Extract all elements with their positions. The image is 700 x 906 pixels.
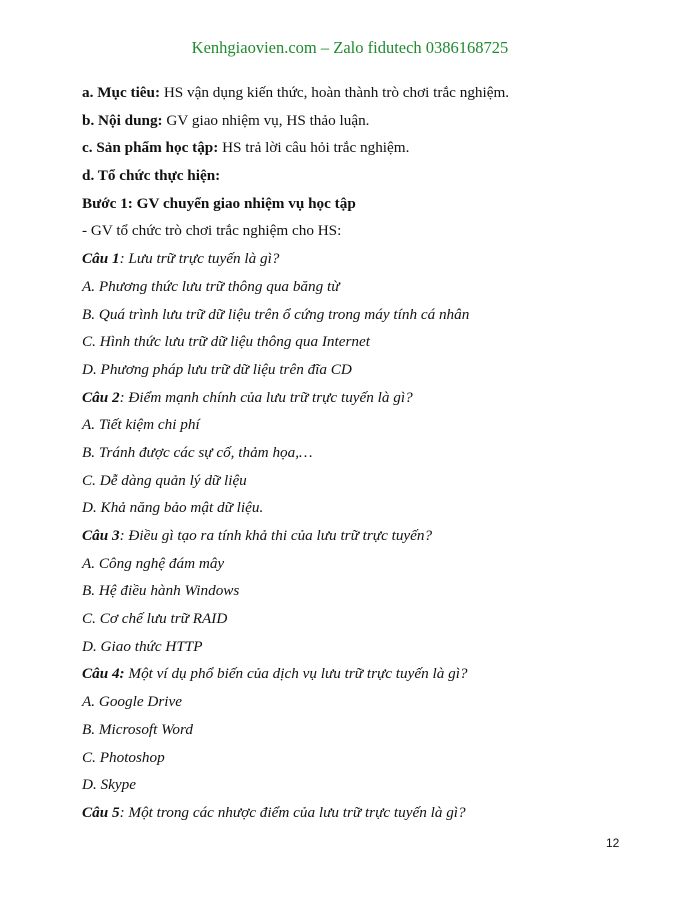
question-2-option-c: C. Dễ dàng quản lý dữ liệu [82,471,247,489]
question-3-option-a: A. Công nghệ đám mây [82,554,225,572]
question-3-label: Câu 3 [82,527,120,544]
question-1 [82,245,622,273]
content-text: GV giao nhiệm vụ, HS thảo luận. [162,111,370,129]
question-4-option-d: D. Skype [82,776,136,794]
question-5 [82,799,622,827]
instruction-line [82,217,622,245]
product-line [82,134,622,162]
document-body [82,79,622,827]
question-3-text: : Điều gì tạo ra tính khả thi của lưu trữ trực tuyến? [119,527,433,544]
question-2-text: : Điểm mạnh chính của lưu trữ trực tuyến là gì? [119,388,413,406]
question-1-option-a: A. Phương thức lưu trữ thông qua băng từ [82,277,340,295]
step-1-label: Bước 1: GV chuyển giao nhiệm vụ học tập [82,194,356,212]
product-text: HS trả lời câu hỏi trắc nghiệm. [218,139,410,157]
content-line [82,107,622,135]
question-4-option-b: B. Microsoft Word [82,720,193,738]
page-header [0,38,700,58]
question-4-option-c: C. Photoshop [82,748,165,766]
question-1-label: Câu 1 [82,250,120,268]
content-label: b. Nội dung: [82,111,163,129]
question-2-option-d: D. Khả năng bảo mật dữ liệu. [82,499,264,517]
question-2 [82,384,622,412]
question-4-text: Một ví dụ phổ biến của dịch vụ lưu trữ trực tuyến là gì? [124,665,468,683]
header-contact: Zalo fidutech 0386168725 [333,38,509,57]
objective-line [82,79,622,107]
question-2-option-b: B. Tránh được các sự cố, thảm họa,… [82,443,313,461]
question-4-label: Câu 4: [82,665,125,683]
question-1-option-c: C. Hình thức lưu trữ dữ liệu thông qua Internet [82,333,370,351]
question-3-option-b: B. Hệ điều hành Windows [82,582,240,600]
question-2-option-a: A. Tiết kiệm chi phí [82,416,200,434]
step-1-heading [82,190,622,218]
question-4 [82,660,622,688]
question-5-label: Câu 5 [82,803,120,821]
objective-label: a. Mục tiêu: [82,84,161,101]
question-1-option-d: D. Phương pháp lưu trữ dữ liệu trên đĩa CD [82,360,352,378]
question-3-option-c: C. Cơ chế lưu trữ RAID [82,610,228,628]
header-separator: – [316,38,334,57]
question-2-label: Câu 2 [82,388,120,406]
question-4-option-a: A. Google Drive [82,693,182,711]
page-number: 12 [606,836,620,850]
question-5-text: : Một trong các nhược điểm của lưu trữ trực tuyến là gì? [119,803,466,821]
header-site: Kenhgiaovien.com [191,38,317,57]
question-1-text: : Lưu trữ trực tuyến là gì? [119,250,280,268]
instruction-text: - GV tổ chức trò chơi trắc nghiệm cho HS: [82,222,342,240]
organization-line [82,162,622,190]
organization-label: d. Tổ chức thực hiện: [82,167,221,185]
question-3-option-d: D. Giao thức HTTP [82,637,203,655]
question-1-option-b: B. Quá trình lưu trữ dữ liệu trên ổ cứng trong máy tính cá nhân [82,305,470,323]
objective-text: HS vận dụng kiến thức, hoàn thành trò chơi trắc nghiệm. [160,84,510,101]
question-3 [82,522,622,550]
product-label: c. Sản phẩm học tập: [82,139,219,157]
